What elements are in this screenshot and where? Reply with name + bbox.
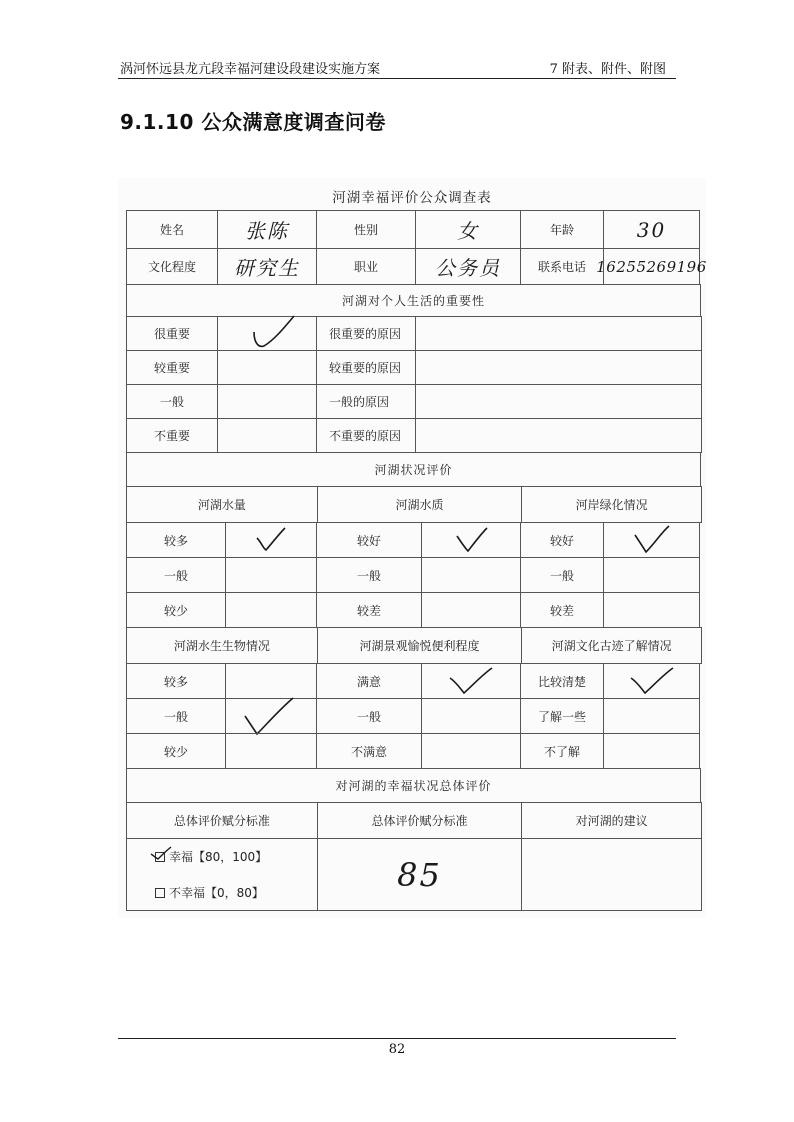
importance-reason-value — [415, 350, 702, 385]
option-check-cell — [603, 592, 700, 628]
checkmark-cell — [603, 663, 700, 699]
importance-reason-value — [415, 418, 702, 453]
status-group-header: 河湖景观愉悦便利程度 — [317, 627, 523, 664]
option-check-cell — [225, 592, 317, 628]
importance-level: 不重要 — [126, 418, 218, 453]
table-row — [126, 350, 701, 384]
table-row — [126, 284, 701, 316]
option-check-cell — [421, 698, 521, 734]
checkmark-icon — [149, 846, 173, 860]
checkmark-icon — [251, 526, 291, 554]
survey-title: 河湖幸福评价公众调查表 — [332, 190, 492, 206]
name-label: 姓名 — [126, 210, 218, 249]
phone-handwriting: 16255269196 — [596, 257, 707, 276]
option-label: 了解一些 — [520, 698, 604, 734]
importance-reason-value — [415, 316, 702, 351]
option-label: 满意 — [316, 663, 422, 699]
table-row — [126, 522, 701, 557]
importance-level: 较重要 — [126, 350, 218, 385]
age-handwriting: 30 — [636, 217, 667, 242]
checkmark-icon — [241, 696, 301, 736]
survey-table — [126, 210, 707, 910]
name-handwriting: 张陈 — [245, 219, 289, 243]
table-row — [126, 698, 701, 733]
overall-score-cell — [317, 838, 523, 911]
survey-form-scan — [118, 178, 706, 918]
table-row — [126, 557, 701, 592]
checkmark-cell — [421, 522, 521, 558]
option-label: 一般 — [316, 698, 422, 734]
checkmark-cell — [217, 316, 317, 351]
option-label: 一般 — [316, 557, 422, 593]
overall-score-header: 总体评价赋分标准 — [317, 802, 523, 839]
option-check-cell — [603, 698, 700, 734]
gender-handwriting: 女 — [457, 219, 479, 243]
status-header: 河湖状况评价 — [126, 452, 701, 487]
option-check-cell — [421, 733, 521, 769]
option-check-cell — [225, 663, 317, 699]
option-happy-label: 幸福【80，100】 — [169, 850, 268, 865]
checkmark-icon — [446, 666, 496, 696]
overall-header: 对河湖的幸福状况总体评价 — [126, 768, 701, 803]
table-row — [126, 248, 707, 284]
option-label: 较少 — [126, 592, 226, 628]
table-row — [126, 663, 701, 698]
option-label: 不满意 — [316, 733, 422, 769]
checkmark-icon — [631, 525, 673, 555]
importance-level: 很重要 — [126, 316, 218, 351]
importance-reason-label: 一般的原因 — [316, 384, 416, 419]
education-label: 文化程度 — [126, 248, 218, 285]
phone-value — [596, 248, 707, 285]
gender-value — [415, 210, 521, 249]
option-label: 较少 — [126, 733, 226, 769]
option-label: 较多 — [126, 663, 226, 699]
status-group-header: 河湖水质 — [317, 486, 523, 523]
option-label: 一般 — [126, 698, 226, 734]
job-label: 职业 — [316, 248, 416, 285]
overall-standard-header: 总体评价赋分标准 — [126, 802, 318, 839]
option-label: 不了解 — [520, 733, 604, 769]
footer-rule — [118, 1038, 676, 1039]
option-happy — [155, 848, 267, 865]
option-check-cell — [225, 733, 317, 769]
name-value — [217, 210, 317, 249]
option-label: 较好 — [316, 522, 422, 558]
importance-check-cell — [217, 418, 317, 453]
option-label: 一般 — [520, 557, 604, 593]
status-group-header: 河湖水量 — [126, 486, 318, 523]
education-value — [217, 248, 317, 285]
option-check-cell — [603, 733, 700, 769]
table-row — [126, 838, 701, 910]
job-value — [415, 248, 521, 285]
option-check-cell — [421, 592, 521, 628]
header-chapter: 7 附表、附件、附图 — [549, 62, 666, 77]
importance-level: 一般 — [126, 384, 218, 419]
option-unhappy-label: 不幸福【0，80】 — [169, 885, 264, 900]
overall-options — [126, 838, 318, 911]
option-label: 较好 — [520, 522, 604, 558]
importance-check-cell — [217, 350, 317, 385]
checkmark-cell — [421, 663, 521, 699]
page-header — [118, 56, 676, 79]
option-label: 比较清楚 — [520, 663, 604, 699]
checkmark-icon — [232, 314, 302, 354]
score-handwriting: 85 — [397, 855, 442, 894]
option-check-cell — [603, 557, 700, 593]
page-number: 82 — [388, 1042, 406, 1057]
option-label: 一般 — [126, 557, 226, 593]
importance-check-cell — [217, 384, 317, 419]
importance-reason-label: 很重要的原因 — [316, 316, 416, 351]
table-row — [126, 627, 701, 663]
option-label: 较多 — [126, 522, 226, 558]
header-document-title: 涡河怀远县龙亢段幸福河建设段建设实施方案 — [120, 62, 381, 77]
table-row — [126, 418, 701, 452]
table-row — [126, 210, 701, 248]
education-handwriting: 研究生 — [234, 256, 300, 280]
checkmark-icon — [451, 526, 491, 554]
table-row — [126, 452, 701, 486]
job-handwriting: 公务员 — [435, 256, 501, 280]
status-group-header: 河湖水生生物情况 — [126, 627, 318, 664]
age-label: 年龄 — [520, 210, 604, 249]
option-label: 较差 — [316, 592, 422, 628]
gender-label: 性别 — [316, 210, 416, 249]
table-row — [126, 592, 701, 627]
table-row — [126, 733, 701, 768]
checkmark-cell — [603, 522, 700, 558]
checkmark-cell — [225, 698, 317, 734]
table-row — [126, 384, 701, 418]
section-title: 9.1.10 公众满意度调查问卷 — [120, 110, 386, 134]
importance-header: 河湖对个人生活的重要性 — [126, 284, 701, 317]
option-check-cell — [421, 557, 521, 593]
checkbox-icon — [155, 888, 165, 898]
importance-reason-value — [415, 384, 702, 419]
checkmark-cell — [225, 522, 317, 558]
table-row — [126, 316, 701, 350]
table-row — [126, 486, 701, 522]
option-label: 较差 — [520, 592, 604, 628]
option-unhappy — [155, 884, 264, 901]
overall-suggestion-cell — [521, 838, 702, 911]
overall-suggestion-header: 对河湖的建议 — [521, 802, 702, 839]
age-value — [603, 210, 700, 249]
checkmark-icon — [627, 666, 677, 696]
importance-reason-label: 较重要的原因 — [316, 350, 416, 385]
importance-reason-label: 不重要的原因 — [316, 418, 416, 453]
option-check-cell — [225, 557, 317, 593]
table-row — [126, 768, 701, 802]
phone-label: 联系电话 — [520, 248, 604, 285]
status-group-header: 河湖文化古迹了解情况 — [521, 627, 702, 664]
table-row — [126, 802, 701, 838]
status-group-header: 河岸绿化情况 — [521, 486, 702, 523]
